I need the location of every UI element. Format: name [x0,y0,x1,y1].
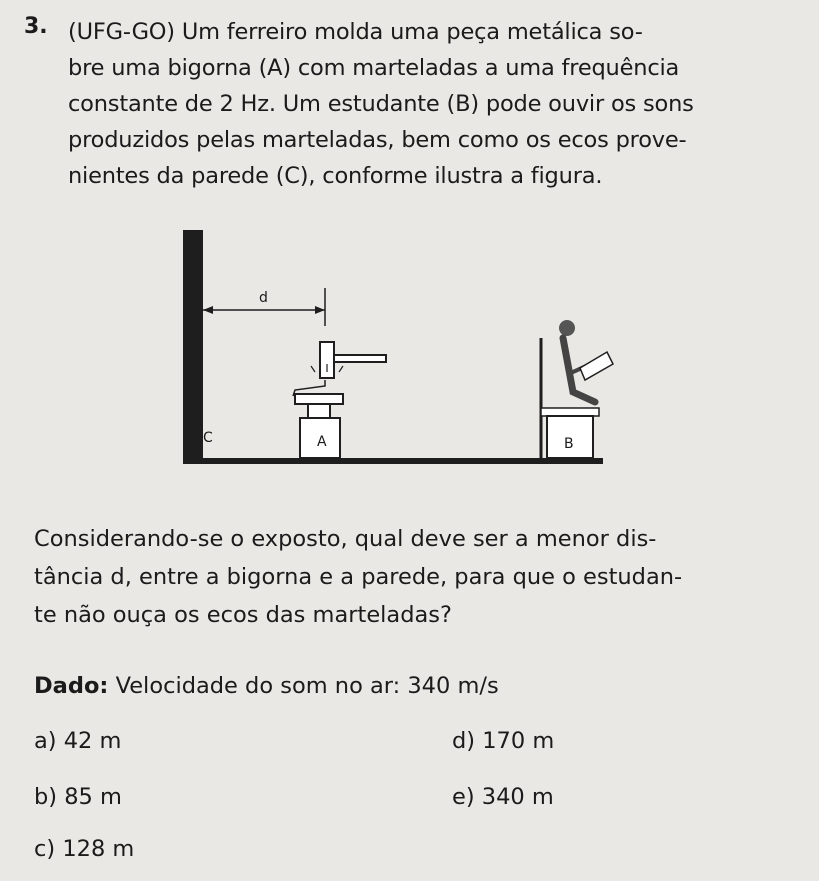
label-c: C [203,430,213,446]
arrow-head-left [203,306,213,314]
arrow-head-right [315,306,325,314]
option-text: 170 m [482,728,555,754]
option-d[interactable] [452,726,554,756]
option-c[interactable] [34,834,134,864]
stem-line: produzidos pelas marteladas, bem como os ecos prove- [68,127,687,153]
hammer [311,342,386,378]
option-letter: c) [34,836,56,862]
student [559,320,613,402]
question-prompt [34,520,804,634]
question-number: 3. [24,14,48,39]
label-d: d [259,290,268,306]
label-b: B [564,436,574,452]
floor [183,458,603,464]
blacksmith-echo-figure [175,222,615,472]
prompt-line: tância d, entre a bigorna e a parede, para que o estudan- [34,564,683,590]
option-letter: e) [452,784,475,810]
wall [183,230,203,464]
stem-line: nientes da parede (C), conforme ilustra a figura. [68,163,603,189]
option-a[interactable] [34,726,121,756]
question-stem [68,14,803,194]
label-a: A [317,434,327,450]
stem-line: (UFG-GO) Um ferreiro molda uma peça metálica so- [68,19,643,45]
option-b[interactable] [34,782,122,812]
option-letter: b) [34,784,58,810]
given-text: Velocidade do som no ar: 340 m/s [108,673,499,699]
given-label: Dado: [34,673,109,699]
option-text: 128 m [62,836,135,862]
option-text: 42 m [63,728,122,754]
option-letter: d) [452,728,476,754]
given-data [34,670,499,702]
prompt-line: te não ouça os ecos das marteladas? [34,602,452,628]
option-e[interactable] [452,782,554,812]
stem-line: constante de 2 Hz. Um estudante (B) pode ouvir os sons [68,91,694,117]
stem-line: bre uma bigorna (A) com marteladas a uma frequência [68,55,680,81]
prompt-line: Considerando-se o exposto, qual deve ser a menor dis- [34,526,657,552]
option-letter: a) [34,728,57,754]
option-text: 340 m [481,784,554,810]
option-text: 85 m [64,784,122,810]
